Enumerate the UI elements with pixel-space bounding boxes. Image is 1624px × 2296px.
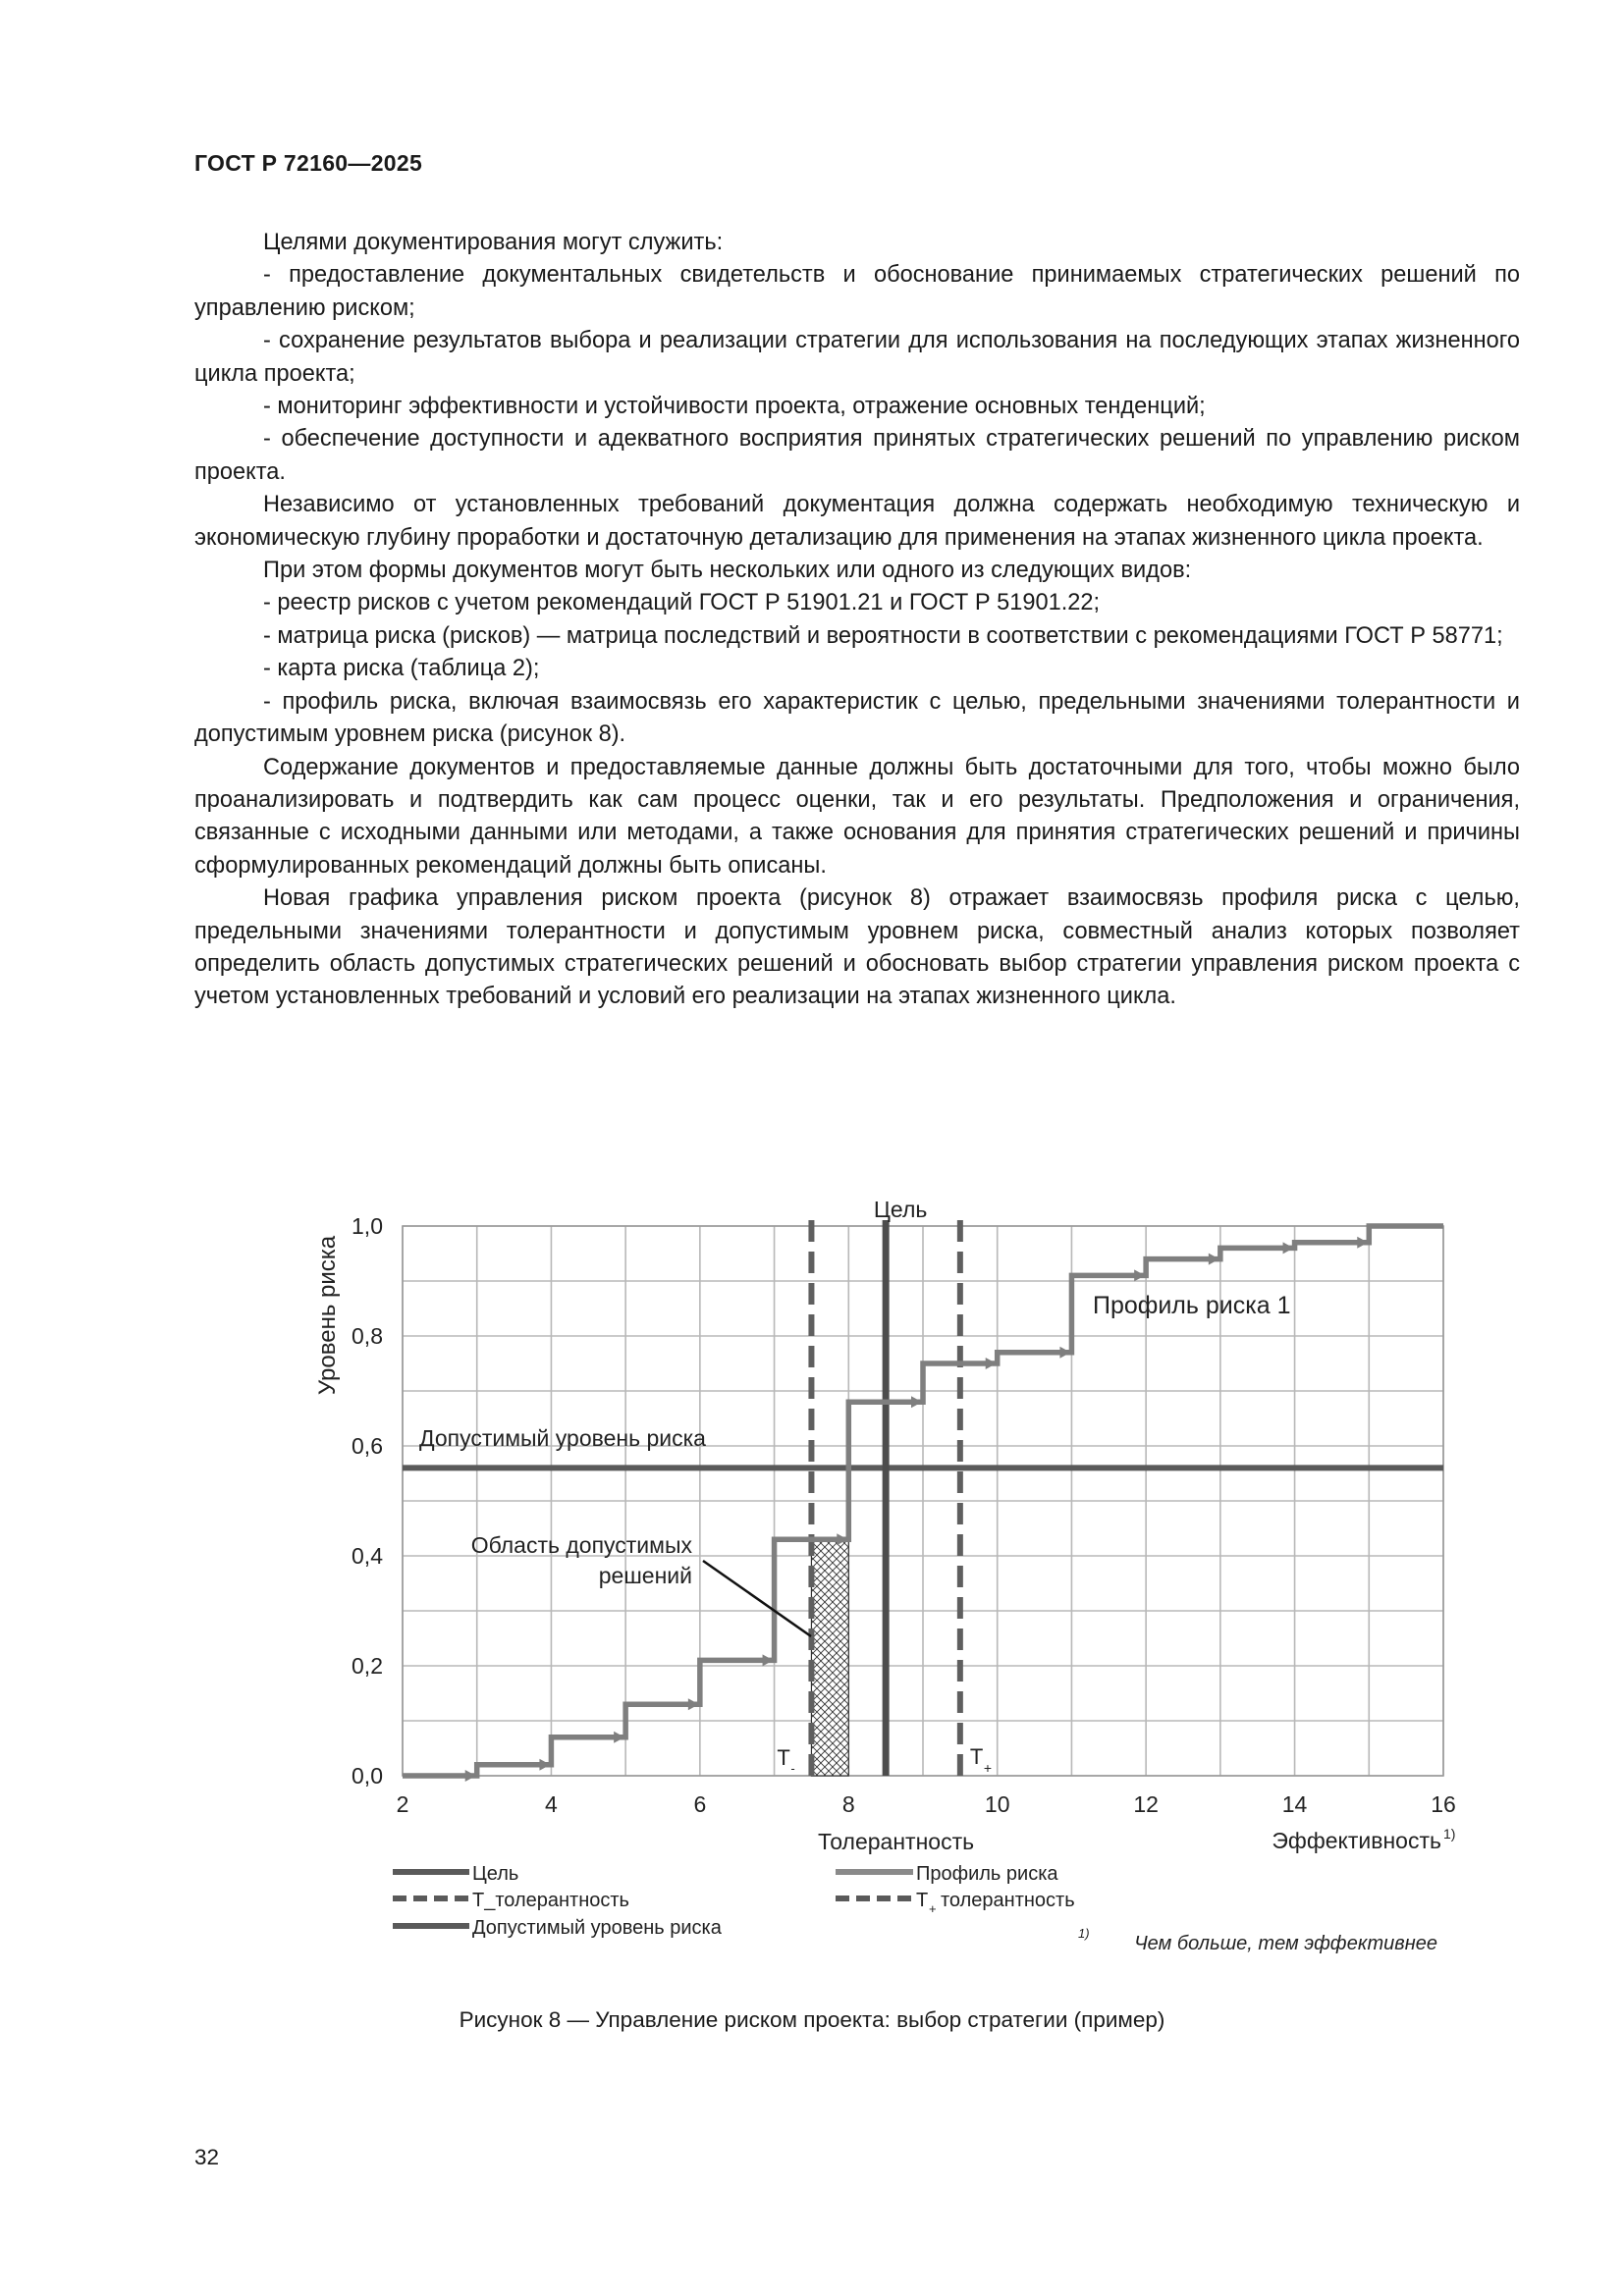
- footnote-mark: 1): [1078, 1926, 1090, 1941]
- list-item: - матрица риска (рисков) — матрица последствий и вероятности в соответствии с рекомендациями ГОСТ Р 58771;: [263, 622, 1503, 649]
- t-plus-sub: +: [983, 1760, 993, 1776]
- x-tick-label: 16: [1431, 1791, 1456, 1817]
- x-tick-label: 4: [545, 1791, 558, 1817]
- goal-label: Цель: [873, 1197, 928, 1222]
- x-tick-label: 6: [693, 1791, 707, 1817]
- x-tick-label: 8: [841, 1791, 855, 1817]
- list-item: - профиль риска, включая взаимосвязь его характеристик с целью, предельными значениями толерантности и допустимым уровнем риска (рисунок 8).: [194, 688, 1520, 748]
- x-tick-label: 10: [984, 1791, 1010, 1817]
- list-item: - сохранение результатов выбора и реализации стратегии для использования на последующих этапах жизненного цикла проекта;: [194, 328, 1520, 387]
- legend-tminus-label: T_толерантность: [472, 1890, 629, 1911]
- legend-tplus-sub: +: [929, 1901, 937, 1916]
- paragraph: Независимо от установленных требований документация должна содержать необходимую техническую и экономическую глубину проработки и достаточную детализацию для применения на этапах жизненного цикла проекта.: [194, 492, 1520, 551]
- x-tick-label: 2: [396, 1791, 409, 1817]
- t-plus-label: T: [969, 1744, 984, 1769]
- list-item: - обеспечение доступности и адекватного восприятия принятых стратегических решений по управлению риском проекта.: [194, 426, 1520, 485]
- y-tick-label: 0,8: [352, 1323, 383, 1349]
- legend-acceptable-label: Допустимый уровень риска: [472, 1917, 722, 1939]
- list-item: - карта риска (таблица 2);: [263, 656, 540, 682]
- list-item: - мониторинг эффективности и устойчивости проекта, отражение основных тенденций;: [263, 394, 1206, 420]
- paragraph: Новая графика управления риском проекта (рисунок 8) отражает взаимосвязь профиля риска с целью, предельными значениями толерантности и допустимым уровнем риска, совместный анализ которых позволяет определить область допустимых стратегических решений и обосновать выбор стратегии управления риском проекта с учетом установленных требований и условий его реализации на этапах жизненного цикла.: [194, 885, 1520, 1010]
- profile-label: Профиль риска 1: [1093, 1292, 1291, 1319]
- page-number: 32: [194, 2145, 220, 2169]
- paragraph: Целями документирования могут служить:: [263, 230, 724, 255]
- footnote-text: Чем больше, тем эффективнее: [1134, 1933, 1437, 1954]
- acceptable-level-label: Допустимый уровень риска: [419, 1425, 706, 1451]
- figure-caption: Рисунок 8 — Управление риском проекта: выбор стратегии (пример): [459, 2007, 1165, 2032]
- t-minus-label: T: [777, 1745, 790, 1770]
- x-tick-label: 12: [1133, 1791, 1159, 1817]
- y-tick-label: 1,0: [352, 1213, 383, 1239]
- x-tick-label: 14: [1281, 1791, 1308, 1817]
- legend-tplus-rest: толерантность: [941, 1890, 1075, 1911]
- x-axis-label: Эффективность: [1272, 1828, 1441, 1853]
- y-tick-label: 0,2: [352, 1653, 383, 1679]
- document-header: ГОСТ Р 72160—2025: [194, 150, 423, 176]
- tolerance-label: Толерантность: [818, 1829, 975, 1854]
- t-minus-sub: -: [790, 1761, 795, 1776]
- legend-tplus-main: T: [916, 1890, 929, 1911]
- legend-profile-label: Профиль риска: [916, 1863, 1058, 1885]
- paragraph: При этом формы документов могут быть нескольких или одного из следующих видов:: [263, 558, 1192, 584]
- list-item: - предоставление документальных свидетельств и обоснование принимаемых стратегических решений по управлению риском;: [194, 262, 1520, 321]
- paragraph: Содержание документов и предоставляемые данные должны быть достаточными для того, чтобы можно было проанализировать и подтвердить как сам процесс оценки, так и его результаты. Предположения и ограничения, связанные с исходными данными или методами, а также основания для принятия стратегических решений и причины сформулированных рекомендаций должны быть описаны.: [194, 754, 1520, 879]
- region-pointer: [703, 1561, 811, 1636]
- region-label: решений: [598, 1563, 692, 1588]
- legend-goal-label: Цель: [472, 1863, 519, 1885]
- list-item: - реестр рисков с учетом рекомендаций ГОСТ Р 51901.21 и ГОСТ Р 51901.22;: [263, 590, 1101, 616]
- y-tick-label: 0,6: [352, 1433, 383, 1459]
- y-tick-label: 0,4: [352, 1543, 383, 1569]
- acceptable-region: [811, 1539, 848, 1776]
- region-label: Область допустимых: [470, 1532, 692, 1558]
- y-axis-label: Уровень риска: [314, 1235, 341, 1396]
- y-tick-label: 0,0: [352, 1763, 383, 1789]
- x-axis-label-sup: 1): [1443, 1826, 1456, 1842]
